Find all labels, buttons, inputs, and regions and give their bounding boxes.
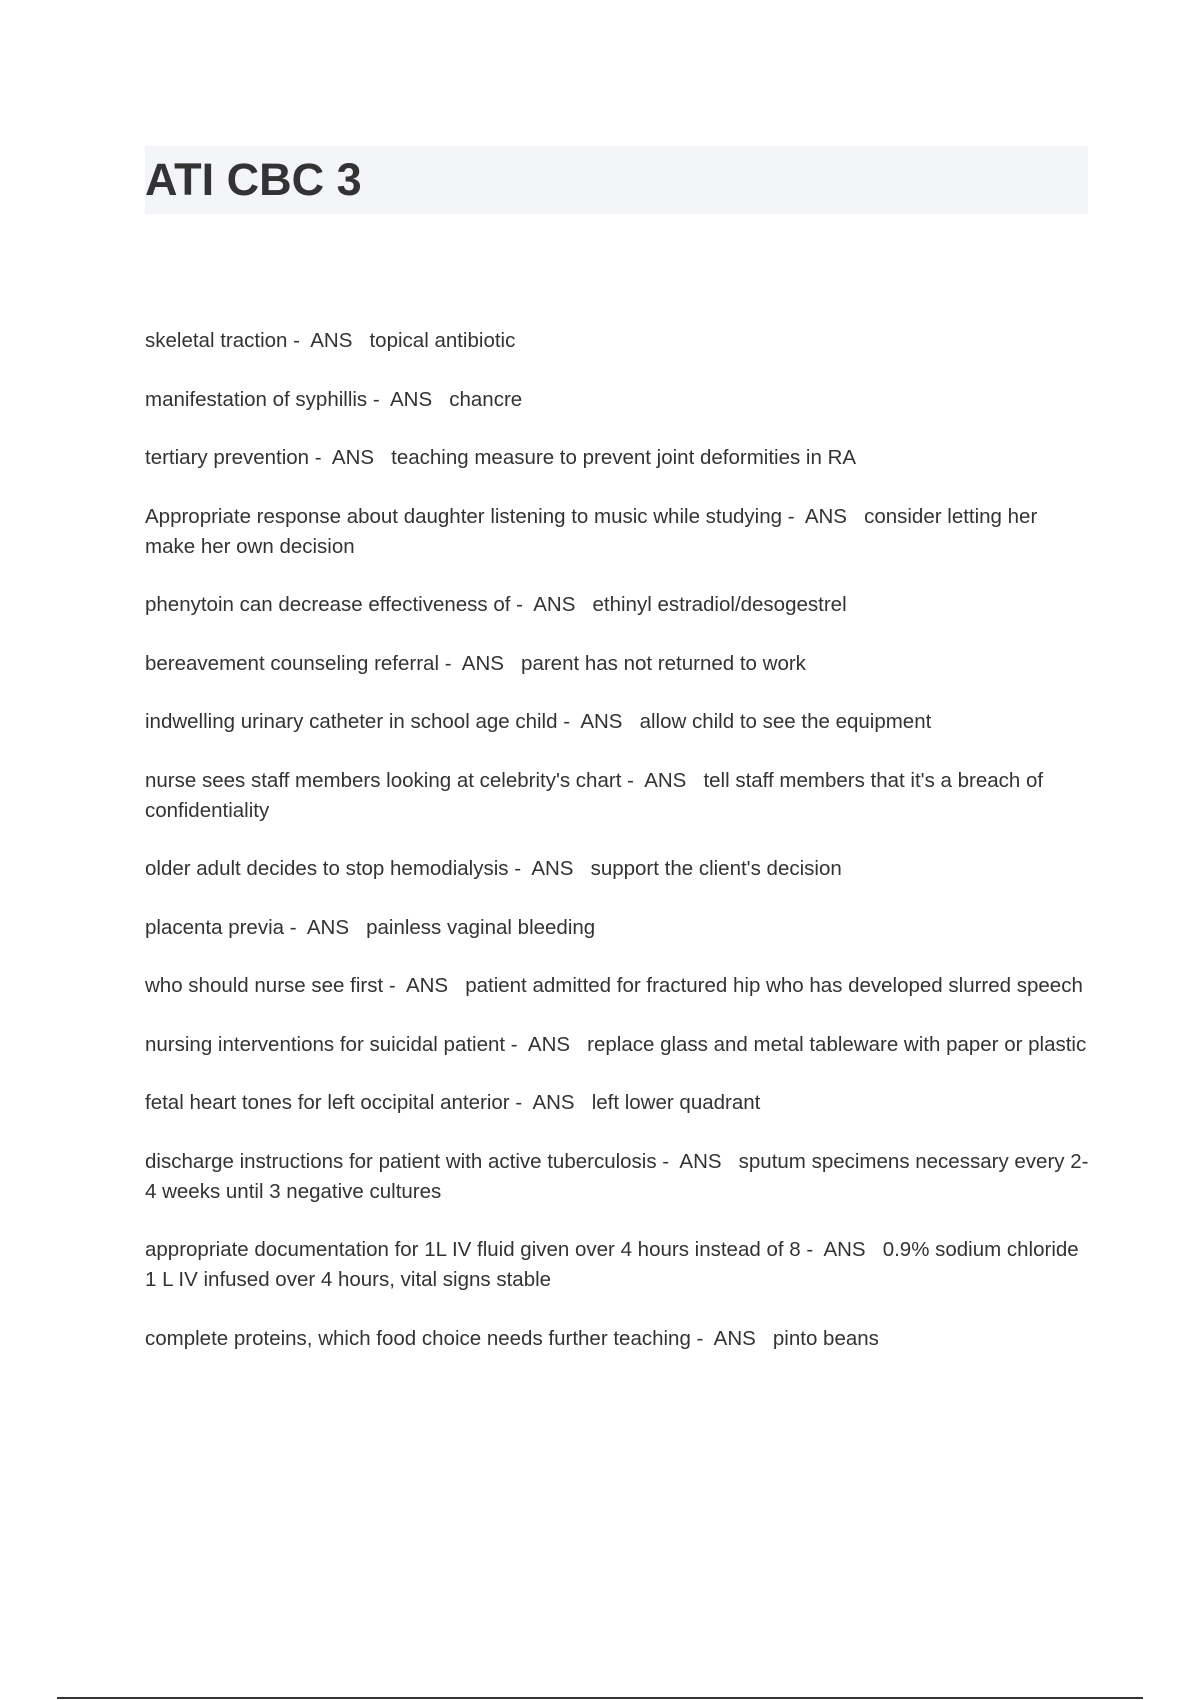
qa-answer: patient admitted for fractured hip who has developed slurred speech (465, 974, 1083, 997)
ans-label: ANS (644, 768, 687, 792)
qa-answer: tell staff members that it's a breach of confidentiality (145, 768, 1044, 822)
qa-answer: painless vaginal bleeding (366, 915, 596, 939)
qa-answer: allow child to see the equipment (639, 710, 932, 733)
qa-answer: chancre (449, 387, 523, 411)
qa-item: complete proteins, which food choice needs further teaching - ANS pinto beans (145, 1326, 879, 1350)
qa-answer: 0.9% sodium chloride 1 L IV infused over 4 hours, vital signs stable (145, 1238, 1079, 1291)
qa-answer: ethinyl estradiol/desogestrel (592, 593, 847, 616)
ans-label: ANS (331, 446, 375, 469)
footer-rule (57, 1697, 1143, 1699)
ans-label: ANS (461, 651, 504, 675)
qa-answer: teaching measure to prevent joint deformities in RA (391, 446, 857, 469)
qa-term: bereavement counseling referral (145, 651, 439, 675)
qa-item: Appropriate response about daughter listening to music while studying - ANS consider letting her make her own decision (145, 504, 1038, 558)
ans-label: ANS (823, 1238, 866, 1261)
ans-label: ANS (713, 1326, 756, 1350)
qa-item: indwelling urinary catheter in school age child - ANS allow child to see the equipment (145, 710, 932, 733)
qa-term: phenytoin can decrease effectiveness of (145, 593, 511, 616)
qa-answer: parent has not returned to work (521, 651, 806, 675)
qa-list (145, 326, 1090, 1382)
ans-label: ANS (804, 504, 847, 528)
document-title: ATI CBC 3 (145, 154, 362, 205)
qa-item: discharge instructions for patient with active tuberculosis - ANS sputum specimens necessary every 2-4 weeks until 3 negative cultures (145, 1149, 1089, 1203)
qa-term: nurse sees staff members looking at celebrity's chart (145, 768, 622, 792)
qa-item: who should nurse see first - ANS patient admitted for fractured hip who has developed slurred speech (145, 974, 1083, 997)
qa-item: phenytoin can decrease effectiveness of - ANS ethinyl estradiol/desogestrel (145, 593, 847, 616)
ans-label: ANS (580, 710, 623, 733)
ans-label: ANS (531, 857, 574, 880)
qa-term: nursing interventions for suicidal patient (145, 1032, 506, 1056)
qa-answer: replace glass and metal tableware with paper or plastic (587, 1032, 1087, 1056)
qa-item: older adult decides to stop hemodialysis - ANS support the client's decision (145, 857, 842, 880)
qa-item: manifestation of syphillis - ANS chancre (145, 387, 523, 411)
qa-item: placenta previa - ANS painless vaginal bleeding (145, 915, 596, 939)
qa-term: complete proteins, which food choice needs further teaching (145, 1326, 691, 1350)
title-banner (145, 146, 1088, 214)
qa-term: who should nurse see first (145, 974, 384, 997)
qa-item: nurse sees staff members looking at celebrity's chart - ANS tell staff members that it's a breach of confidentiality (145, 768, 1044, 822)
ans-label: ANS (389, 387, 433, 411)
qa-term: tertiary prevention (145, 446, 310, 469)
qa-item: fetal heart tones for left occipital anterior - ANS left lower quadrant (145, 1091, 761, 1114)
ans-label: ANS (306, 915, 349, 939)
qa-answer: support the client's decision (590, 857, 842, 880)
ans-label: ANS (532, 1091, 575, 1114)
qa-term: manifestation of syphillis (145, 387, 368, 411)
qa-term: skeletal traction (145, 329, 288, 352)
ans-label: ANS (527, 1032, 571, 1056)
ans-label: ANS (679, 1149, 722, 1173)
qa-term: older adult decides to stop hemodialysis (145, 857, 509, 880)
qa-term: Appropriate response about daughter listening to music while studying (145, 504, 783, 528)
ans-label: ANS (310, 329, 353, 352)
qa-answer: consider letting her make her own decision (145, 504, 1038, 558)
qa-answer: pinto beans (772, 1326, 879, 1350)
qa-item: skeletal traction - ANS topical antibiotic (145, 329, 516, 352)
qa-item: nursing interventions for suicidal patient - ANS replace glass and metal tableware with paper or plastic (145, 1032, 1087, 1056)
qa-term: indwelling urinary catheter in school age child (145, 710, 558, 733)
qa-answer: sputum specimens necessary every 2-4 weeks until 3 negative cultures (145, 1149, 1089, 1203)
qa-answer: left lower quadrant (591, 1091, 761, 1114)
ans-label: ANS (405, 974, 449, 997)
qa-term: fetal heart tones for left occipital anterior (145, 1091, 510, 1114)
qa-item: appropriate documentation for 1L IV fluid given over 4 hours instead of 8 - ANS 0.9% sodium chloride 1 L IV infused over 4 hours, vital signs stable (145, 1238, 1079, 1291)
ans-label: ANS (533, 593, 576, 616)
qa-term: appropriate documentation for 1L IV fluid given over 4 hours instead of 8 (145, 1238, 801, 1261)
qa-term: discharge instructions for patient with active tuberculosis (145, 1149, 657, 1173)
qa-term: placenta previa (145, 915, 285, 939)
qa-item: tertiary prevention - ANS teaching measure to prevent joint deformities in RA (145, 446, 857, 469)
qa-item: bereavement counseling referral - ANS parent has not returned to work (145, 651, 806, 675)
qa-answer: topical antibiotic (369, 329, 516, 352)
